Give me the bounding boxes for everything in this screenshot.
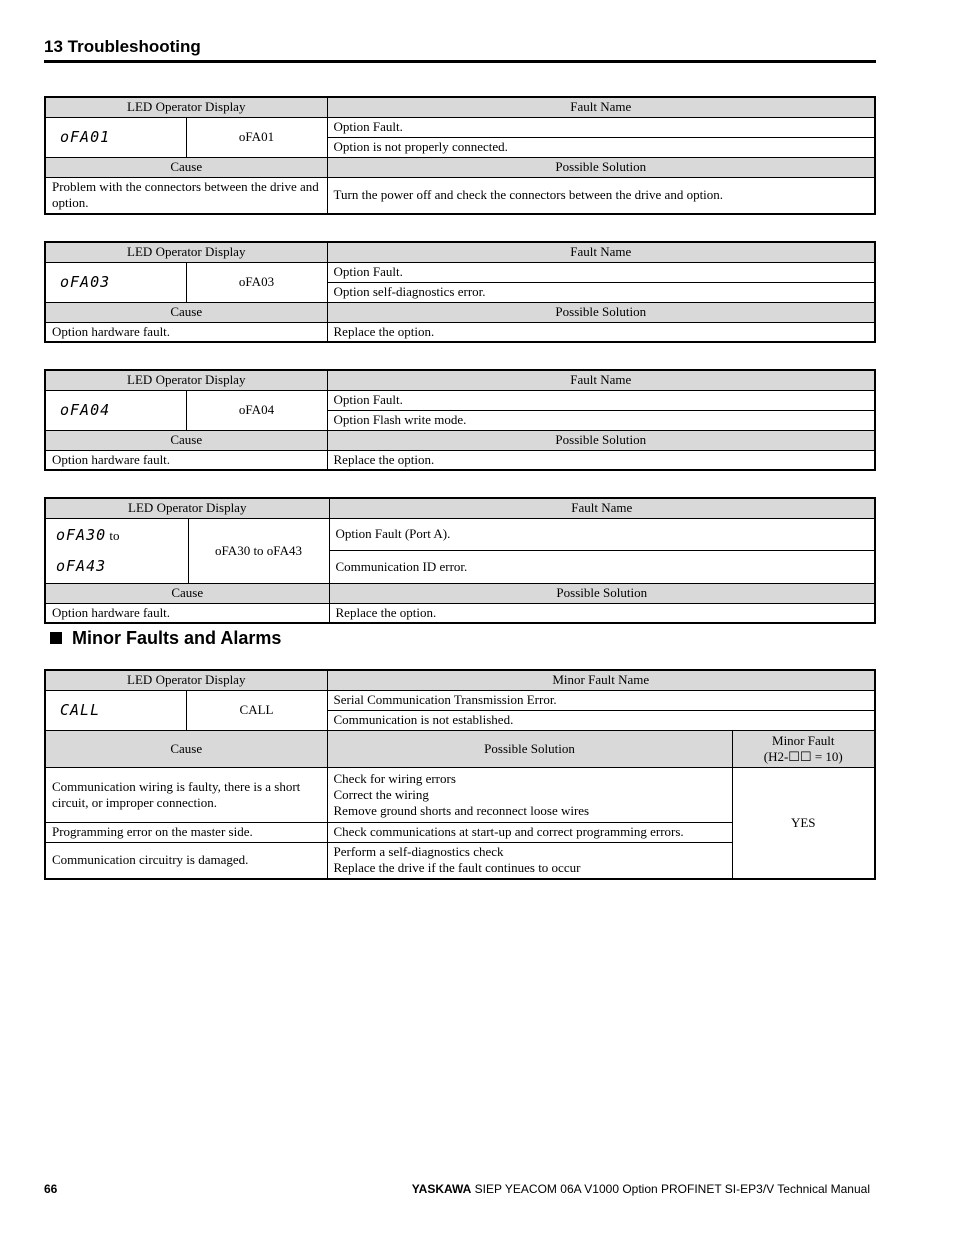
led-display-glyph-end: oFA43 bbox=[56, 556, 107, 575]
fault-code: oFA01 bbox=[186, 117, 327, 157]
minor-fault-name: Serial Communication Transmission Error. bbox=[327, 690, 875, 710]
led-display-glyph: oFA04 bbox=[45, 390, 186, 430]
col-led-display: LED Operator Display bbox=[45, 498, 329, 518]
minor-fault-table-call bbox=[44, 669, 876, 880]
section-heading bbox=[50, 628, 281, 649]
led-display-glyph: CALL bbox=[45, 690, 186, 730]
fault-code: oFA03 bbox=[186, 262, 327, 302]
fault-name: Option Fault. bbox=[327, 117, 875, 137]
col-cause: Cause bbox=[45, 430, 327, 450]
page-header: 13 Troubleshooting bbox=[44, 37, 201, 56]
solution-text bbox=[327, 842, 732, 879]
page-number: 66 bbox=[44, 1182, 58, 1196]
fault-description: Option self-diagnostics error. bbox=[327, 282, 875, 302]
col-solution: Possible Solution bbox=[327, 430, 875, 450]
fault-code: oFA30 to oFA43 bbox=[188, 518, 329, 583]
footer-brand: YASKAWA bbox=[411, 1182, 472, 1196]
col-fault-name: Fault Name bbox=[327, 370, 875, 390]
cause-text: Problem with the connectors between the drive and option. bbox=[45, 177, 327, 214]
col-cause: Cause bbox=[45, 730, 327, 767]
cause-text: Programming error on the master side. bbox=[45, 822, 327, 842]
led-display-glyph: oFA03 bbox=[45, 262, 186, 302]
col-minor-fault-param: (H2-☐☐ = 10) bbox=[763, 748, 843, 764]
solution-text bbox=[327, 767, 732, 822]
col-led-display: LED Operator Display bbox=[45, 242, 327, 262]
led-display-range bbox=[45, 518, 188, 583]
col-led-display: LED Operator Display bbox=[45, 670, 327, 690]
footer-manual: SIEP YEACOM 06A V1000 Option PROFINET SI-EP3/V Technical Manual bbox=[471, 1182, 870, 1196]
fault-name: Option Fault. bbox=[327, 262, 875, 282]
solution-text: Replace the option. bbox=[329, 603, 875, 623]
led-display-glyph: oFA01 bbox=[45, 117, 186, 157]
solution-text: Check communications at start-up and correct programming errors. bbox=[327, 822, 732, 842]
fault-table-ofa03 bbox=[44, 241, 876, 343]
cause-text: Option hardware fault. bbox=[45, 322, 327, 342]
col-led-display: LED Operator Display bbox=[45, 97, 327, 117]
square-bullet-icon bbox=[50, 632, 62, 644]
fault-table-ofa01 bbox=[44, 96, 876, 215]
minor-fault-value: YES bbox=[732, 767, 875, 879]
fault-name: Option Fault. bbox=[327, 390, 875, 410]
col-cause: Cause bbox=[45, 302, 327, 322]
footer-manual-title bbox=[412, 1182, 870, 1196]
col-fault-name: Fault Name bbox=[329, 498, 875, 518]
solution-text: Replace the option. bbox=[327, 450, 875, 470]
col-cause: Cause bbox=[45, 583, 329, 603]
col-led-display: LED Operator Display bbox=[45, 370, 327, 390]
col-minor-fault bbox=[732, 730, 875, 767]
cause-text: Communication circuitry is damaged. bbox=[45, 842, 327, 879]
solution-line: Check for wiring errors bbox=[333, 770, 456, 786]
solution-line: Remove ground shorts and reconnect loose wires bbox=[333, 802, 590, 818]
fault-table-ofa04 bbox=[44, 369, 876, 471]
fault-name: Option Fault (Port A). bbox=[329, 518, 875, 551]
solution-line: Correct the wiring bbox=[333, 786, 429, 802]
led-display-glyph-start: oFA30 bbox=[56, 525, 107, 544]
led-range-to: to bbox=[109, 527, 120, 543]
col-minor-fault-label: Minor Fault bbox=[772, 732, 835, 748]
fault-code: CALL bbox=[186, 690, 327, 730]
col-solution: Possible Solution bbox=[327, 302, 875, 322]
solution-line: Replace the drive if the fault continues to occur bbox=[333, 860, 581, 876]
solution-line: Perform a self-diagnostics check bbox=[333, 844, 504, 860]
col-minor-fault-name: Minor Fault Name bbox=[327, 670, 875, 690]
col-solution: Possible Solution bbox=[329, 583, 875, 603]
minor-fault-description: Communication is not established. bbox=[327, 710, 875, 730]
fault-code: oFA04 bbox=[186, 390, 327, 430]
section-title: Minor Faults and Alarms bbox=[72, 628, 282, 648]
fault-description: Communication ID error. bbox=[329, 551, 875, 584]
solution-text: Replace the option. bbox=[327, 322, 875, 342]
fault-description: Option is not properly connected. bbox=[327, 137, 875, 157]
cause-text: Communication wiring is faulty, there is a short circuit, or improper connection. bbox=[45, 767, 327, 822]
col-solution: Possible Solution bbox=[327, 157, 875, 177]
cause-text: Option hardware fault. bbox=[45, 450, 327, 470]
col-solution: Possible Solution bbox=[327, 730, 732, 767]
solution-text: Turn the power off and check the connectors between the drive and option. bbox=[327, 177, 875, 214]
header-rule bbox=[44, 60, 876, 63]
col-fault-name: Fault Name bbox=[327, 97, 875, 117]
col-fault-name: Fault Name bbox=[327, 242, 875, 262]
fault-table-ofa30-ofa43 bbox=[44, 497, 876, 624]
cause-text: Option hardware fault. bbox=[45, 603, 329, 623]
col-cause: Cause bbox=[45, 157, 327, 177]
fault-description: Option Flash write mode. bbox=[327, 410, 875, 430]
